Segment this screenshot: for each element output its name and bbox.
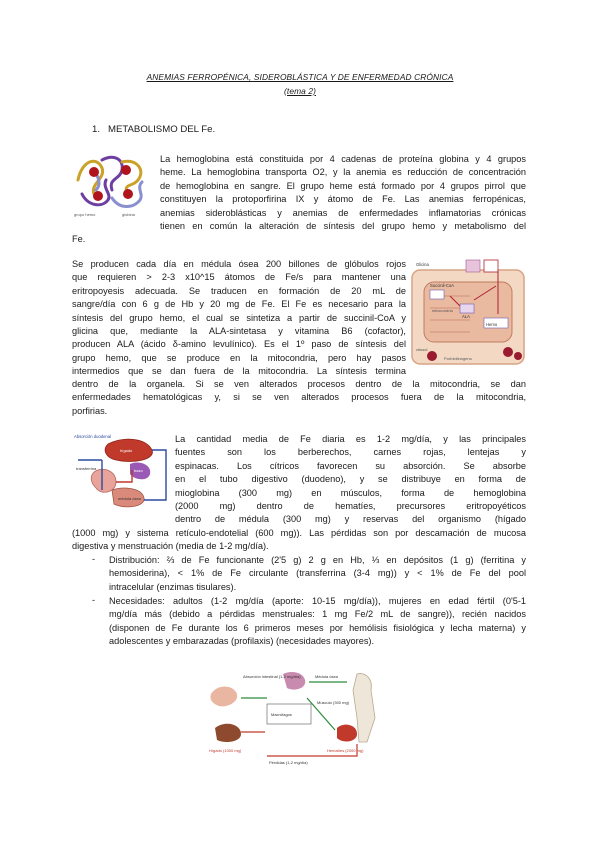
fig3-label-liver: hígado xyxy=(120,448,133,453)
paragraph-iron-intake-cont xyxy=(72,527,526,554)
fig2-label-pbg: Porfobilinógeno xyxy=(444,356,472,361)
section-heading: METABOLISMO DEL Fe. xyxy=(108,124,216,135)
p2-line: síntesis del grupo hemo, el cual se sintetiza a partir de succinil-CoA y xyxy=(72,312,406,323)
p2-line: grupo hemo, que se produce en la mitocondria, pero hay pasos xyxy=(72,352,406,363)
paragraph-erythropoiesis xyxy=(72,258,406,379)
bullet-requirements xyxy=(109,595,526,649)
p2-line: sangre/día con 6 g de Hb y 20 mg de Fe. El Fe es necesario para la xyxy=(72,299,406,310)
bullet-distribution xyxy=(109,554,526,594)
p2-line: que requieren > 2-3 x10^15 átomos de Fe/s para mantener una xyxy=(72,272,406,283)
fig4-label-rbc: Hematíes (2000 mg) xyxy=(327,748,364,753)
bullet-line: mg/día más (debido a pérdidas menstruales: 1 mg Fe/2 mL de sangre)), recién nacidos xyxy=(109,609,526,620)
section-number: 1. xyxy=(92,124,101,135)
p1-line: La hemoglobina está constituida por 4 cadenas de proteína globina y 4 grupos xyxy=(160,154,526,164)
iron-cycle-figure xyxy=(207,668,390,768)
hemoglobin-figure xyxy=(72,150,152,218)
bullet-line: Necesidades: adultos (1-2 mg/día (aporte: 10-15 mg/día)), mujeres en edad fértil (0'5-1 xyxy=(109,596,526,606)
fig1-label-globin: globina xyxy=(122,212,135,217)
fig4-label-liver: Hígado (1000 mg) xyxy=(209,748,242,753)
p2-line: glicina que, mediante la ALA-sintetasa y vitamina B6 (cofactor), xyxy=(72,326,406,337)
fig2-label-mito: mitocondria xyxy=(432,308,453,313)
bullet-marker: - xyxy=(92,595,96,605)
p2-line: enfermedades hematológicas y, si se ven alterados procesos fuera de la mitocondria, xyxy=(72,392,526,403)
p2-line: dentro de la organela. Si se ven alterados procesos dentro de la mitocondria, se dan xyxy=(72,379,526,389)
p2-line: intermedios que se dan fuera de la mitocondria. La síntesis termina xyxy=(72,366,406,377)
p1-line: anemias sideroblásticas y anemias de enfermedades inflamatorias crónicas xyxy=(160,207,526,218)
bullet-line: (disponen de Fe durante los 6 primeros meses por hemólisis fisiológica y lecha materna) y xyxy=(109,622,526,633)
fig1-label-heme: grupo hemo xyxy=(74,212,96,217)
iron-absorption-figure xyxy=(72,430,172,514)
fig4-label-macrophages: Macrófagos xyxy=(271,712,292,717)
fig2-label-heme: Hemo xyxy=(486,322,498,327)
p3-line: mioglobina (300 mg) en músculos, forma de hemoglobina xyxy=(175,487,526,498)
p3-line: La cantidad media de Fe diaria es 1-2 mg/día, y las principales xyxy=(175,434,526,444)
p1-line: tienen en común la alteración de síntesis del grupo hemo y metabolismo del xyxy=(160,221,526,232)
fig2-label-glycine: Glicina xyxy=(416,262,429,267)
p1-line: heme. La hemoglobina transporta O2, y la anemia es reducción de concentración xyxy=(160,167,526,178)
bullet-line: adolescentes y embarazadas (profilaxis) (necesidades mayores). xyxy=(109,636,375,647)
p3-line: espinacas. Los cítricos favorecen su absorción. Se absorbe xyxy=(175,460,526,471)
fig2-label-succinyl: Succinil-CoA xyxy=(430,283,454,288)
fig3-label-transferrin: transferrina xyxy=(76,466,97,471)
heme-synthesis-figure xyxy=(410,256,528,368)
p3-line: fuentes son los berberechos, carnes rojas, lentejas y xyxy=(175,447,526,458)
p1-line: constituyen la protoporfirina IX y átomo de Fe. Las anemias ferropénicas, xyxy=(160,194,526,205)
paragraph-iron-intake xyxy=(175,433,526,527)
bullet-marker: - xyxy=(92,554,96,564)
p1-last-line: Fe. xyxy=(72,234,86,244)
paragraph-erythropoiesis-cont xyxy=(72,378,526,418)
fig4-label-absorption: Absorción intestinal (1-2 mg/día) xyxy=(243,674,301,679)
p3-line: digestiva y menstruación (media de 1-2 mg/día). xyxy=(72,541,269,552)
document-title: ANEMIAS FERROPÉNICA, SIDEROBLÁSTICA Y DE ENFERMEDAD CRÓNICA xyxy=(146,72,454,82)
bullet-line: Distribución: ⅔ de Fe funcionante (2'5 g) 2 g en Hb, ⅓ en depósitos (1 g) (ferritina y xyxy=(109,555,526,565)
fig3-label-duodenal: Absorción duodenal xyxy=(74,434,112,439)
paragraph-hemoglobin xyxy=(160,153,526,233)
p2-line: eritropoyesis adecuada. Se traducen en formación de 20 mL de xyxy=(72,285,406,296)
bullet-line: hemosiderina), < 1% de Fe circulante (transferrina (3-4 mg)) y < 1% de Fe del pool xyxy=(109,568,526,579)
p1-line: de hemoglobina en sangre. El grupo heme está formado por 4 grupos pirrol que xyxy=(160,180,526,191)
fig3-label-spleen: bazo xyxy=(134,468,143,473)
p3-line: (2000 mg) dentro de hematíes, precursores eritropoyéticos xyxy=(175,501,526,512)
fig4-label-muscle: Músculo (300 mg) xyxy=(317,700,350,705)
fig4-label-losses: Pérdidas (1-2 mg/día) xyxy=(269,760,308,765)
p2-line: Se producen cada día en médula ósea 200 billones de glóbulos rojos xyxy=(72,259,406,269)
p2-line: producen ALA (ácido δ-amino levulínico). Es el 1º paso de síntesis del xyxy=(72,339,406,350)
fig4-label-marrow: Médula ósea xyxy=(315,674,338,679)
fig3-label-marrow: médula ósea xyxy=(118,496,141,501)
p3-line: (1000 mg) y sistema retículo-endotelial (600 mg)). Las pérdidas son por descamación de mucosa xyxy=(72,528,526,538)
bullet-line: intracelular (enzimas tisulares). xyxy=(109,581,237,592)
document-subtitle: (tema 2) xyxy=(284,86,316,96)
p2-line: porfirias. xyxy=(72,405,108,416)
fig2-label-ala: ALA xyxy=(462,314,470,319)
p3-line: en el tubo digestivo (duodeno), y se distribuye en forma de xyxy=(175,474,526,485)
p3-line: dentro de médula (300 mg) y reservas del organismo (hígado xyxy=(175,514,526,525)
fig2-label-cytosol: citosol xyxy=(416,347,428,352)
